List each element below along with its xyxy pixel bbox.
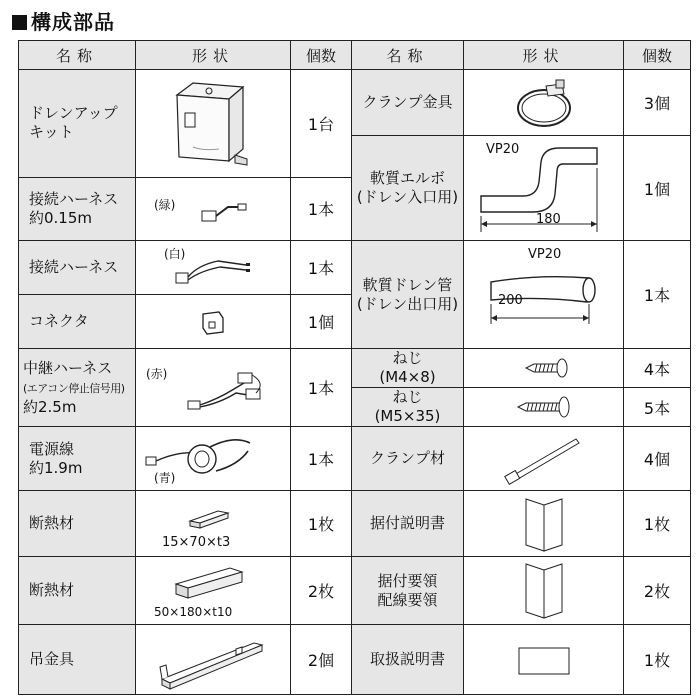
shape-screw-m4 [464,349,624,388]
name-line: (エアコン停止信号用) [23,381,125,395]
header-name: 名称 [352,41,464,70]
caption-size: 15×70×t3 [162,535,231,550]
item-name-connector [19,295,136,349]
item-name-hose-clamp [352,70,464,136]
shape-harness-white [136,241,291,295]
name-line: キット [29,123,74,142]
drain-up-kit-icon [163,77,263,169]
header-shape: 形状 [136,41,291,70]
qty-user-manual: 1枚 [624,625,691,695]
name-line: 接続ハーネス [29,258,119,276]
qty-relay-harness: 1本 [291,349,352,427]
soft-drain-pipe-icon [469,260,619,330]
name-line: 据付説明書 [369,514,445,532]
qty-soft-elbow: 1個 [624,136,691,241]
item-name-power-cable [19,427,136,491]
table-row [19,241,691,295]
label-vp20: VP20 [528,247,562,262]
hose-clamp-icon [504,74,584,132]
qty-insulation-thick: 2枚 [291,557,352,625]
header-row [19,41,691,70]
table-row [19,349,691,388]
caption-size: 50×180×t10 [154,605,233,619]
item-name-install-guide [352,557,464,625]
harness-white-icon [138,243,288,293]
item-name-harness-white [19,241,136,295]
name-line: クランプ材 [369,449,445,467]
name-line: コネクタ [29,312,89,330]
item-name-hanging-bracket [19,625,136,695]
item-name-soft-elbow [352,136,464,241]
bullet-square-icon [12,15,27,30]
shape-cable-tie [464,427,624,491]
card-icon [509,640,579,680]
name-line: (ドレン入口用) [356,188,459,206]
qty-drain-up-kit: 1台 [291,70,352,178]
item-name-screw-m5 [352,388,464,427]
item-name-drain-up-kit [19,70,136,178]
name-line: (M5×35) [374,407,441,425]
caption-blue: (青) [154,471,176,485]
item-name-install-manual [352,491,464,557]
name-line: 接続ハーネス [29,189,119,208]
caption-red: (赤) [146,367,168,381]
qty-insulation-thin: 1枚 [291,491,352,557]
shape-insulation-thick [136,557,291,625]
qty-harness-white: 1本 [291,241,352,295]
name-line: 軟質エルボ [369,169,445,187]
header-count: 個数 [624,41,691,70]
header-name: 名称 [19,41,136,70]
shape-connector [136,295,291,349]
shape-soft-elbow [464,136,624,241]
manual-icon [514,558,574,624]
name-line: ねじ [392,388,423,406]
item-name-relay-harness [19,349,136,427]
caption-green: (緑) [154,197,176,212]
qty-power-cable: 1本 [291,427,352,491]
table-row [19,557,691,625]
qty-connector: 1個 [291,295,352,349]
name-line: 約1.9m [29,458,83,477]
name-line: 据付要領 [377,571,438,590]
shape-install-manual [464,491,624,557]
shape-relay-harness [136,349,291,427]
shape-soft-drain-pipe [464,241,624,349]
shape-screw-m5 [464,388,624,427]
section-title [12,6,115,35]
shape-hanging-bracket [136,625,291,695]
name-line: クランプ金具 [362,93,453,111]
name-line: 配線要領 [377,590,438,609]
shape-hose-clamp [464,70,624,136]
qty-install-guide: 2枚 [624,557,691,625]
shape-insulation-thin [136,491,291,557]
cable-tie-icon [494,431,594,487]
qty-hose-clamp: 3個 [624,70,691,136]
label-dim-200: 200 [498,293,523,308]
item-name-user-manual [352,625,464,695]
shape-install-guide [464,557,624,625]
name-line: 取扱説明書 [369,650,445,668]
screw-short-icon [504,353,584,383]
item-name-soft-drain-pipe [352,241,464,349]
name-line: 軟質ドレン管 [362,275,453,294]
name-line: ドレンアップ [29,104,118,123]
shape-drain-up-kit [136,70,291,178]
item-name-screw-m4 [352,349,464,388]
item-name-insulation-thick [19,557,136,625]
item-name-cable-tie [352,427,464,491]
manual-icon [514,493,574,555]
caption-white: (白) [164,247,186,261]
name-line: 電源線 [29,439,75,458]
name-line: ねじ [392,349,423,367]
item-name-insulation-thin [19,491,136,557]
label-dim-180: 180 [536,212,561,227]
name-line: 断熱材 [29,581,75,599]
shape-harness-short [136,177,291,241]
qty-hanging-bracket: 2個 [291,625,352,695]
name-line: (M4×8) [379,368,436,386]
name-line: 約0.15m [29,208,93,227]
section-title-text: 構成部品 [31,10,115,34]
item-name-harness-short [19,177,136,241]
table-row [19,491,691,557]
table-row [19,70,691,136]
label-vp20: VP20 [486,142,520,157]
shape-power-cable [136,427,291,491]
table-row [19,625,691,695]
qty-soft-drain-pipe: 1本 [624,241,691,349]
name-line: 中継ハーネス [23,358,113,377]
qty-install-manual: 1枚 [624,491,691,557]
qty-screw-m4: 4本 [624,349,691,388]
shape-user-manual [464,625,624,695]
header-count: 個数 [291,41,352,70]
connector-icon [183,300,243,344]
relay-harness-icon [138,353,288,423]
name-line: 断熱材 [29,514,75,532]
table-row [19,427,691,491]
name-line: 吊金具 [29,650,75,668]
parts-table [18,40,691,695]
screw-long-icon [504,392,584,422]
name-line: 約2.5m [23,397,77,416]
header-shape: 形状 [464,41,624,70]
qty-harness-short: 1本 [291,177,352,241]
qty-screw-m5: 5本 [624,388,691,427]
name-line: (ドレン出口用) [356,294,459,313]
hanging-bracket-icon [138,627,288,693]
qty-cable-tie: 4個 [624,427,691,491]
